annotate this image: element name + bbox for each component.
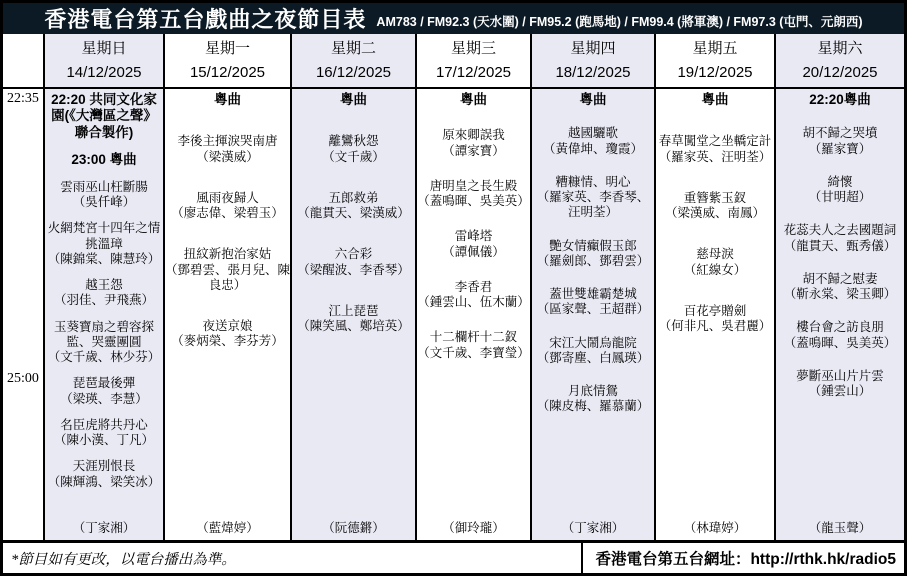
program-cast: （羅劍郎、鄧碧雲） — [536, 253, 650, 268]
presenter-name: （丁家湘） — [561, 520, 625, 535]
date-label: 18/12/2025 — [555, 63, 631, 81]
program-item — [532, 175, 654, 221]
program-title: 胡不歸之慰妻 — [802, 271, 878, 286]
program-cast: （龍貫天、梁漢威） — [297, 206, 410, 221]
slot-header: 粵曲 — [340, 92, 367, 107]
program-cast: （文千歲） — [322, 149, 385, 164]
time-column — [3, 89, 43, 540]
program-item — [656, 247, 774, 278]
weekday-label: 星期一 — [204, 40, 250, 58]
program-title: 離鸞秋怨 — [328, 134, 379, 149]
program-cast: （何非凡、吳君麗） — [658, 319, 772, 334]
program-cast: （靳永棠、梁玉卿） — [783, 287, 897, 302]
day-column-tuesday — [290, 89, 415, 540]
program-item — [165, 247, 290, 293]
program-item — [776, 126, 904, 157]
program-item — [45, 418, 163, 449]
program-cast: （龍貫天、甄秀儀） — [783, 238, 897, 253]
program-item — [776, 320, 904, 351]
program-title: 重簪紫玉釵 — [683, 190, 747, 205]
disclaimer-note: *節目如有更改，以電台播出為準。 — [11, 551, 236, 568]
program-title: 天涯別恨長 — [72, 459, 136, 474]
title-bar — [3, 3, 904, 34]
program-item — [532, 336, 654, 367]
footer-bar — [3, 540, 904, 573]
program-title: 火網梵宮十四年之情挑溫璋 — [47, 221, 161, 251]
program-cast: （蓋鳴暉、吳美英） — [417, 194, 530, 209]
program-item — [656, 191, 774, 222]
program-cast: （譚家寶） — [442, 143, 505, 158]
program-cast: （陳輝鴻、梁笑冰） — [47, 474, 161, 489]
presenter-name: （林瑋婷） — [683, 520, 747, 535]
program-title: 樓台會之訪良朋 — [796, 320, 884, 335]
program-title: 李香君 — [454, 279, 493, 294]
program-item — [417, 330, 530, 361]
program-title: 風雨夜歸人 — [196, 190, 259, 205]
day-column-sunday — [43, 89, 163, 540]
program-item — [165, 134, 290, 165]
program-item — [656, 134, 774, 165]
program-title: 糟糠情、明心 — [555, 174, 631, 189]
weekday-label: 星期三 — [450, 40, 496, 58]
date-label: 20/12/2025 — [802, 63, 878, 81]
date-label: 17/12/2025 — [435, 63, 512, 81]
program-item — [45, 180, 163, 211]
program-cast: （譚佩儀） — [442, 244, 505, 259]
program-cast: （廖志偉、梁碧玉） — [171, 206, 284, 221]
day-column-saturday — [774, 89, 904, 540]
program-title: 十二欄杆十二釵 — [429, 330, 518, 345]
program-cast: （麥炳榮、李芬芳） — [171, 334, 284, 349]
slot-header: 粵曲 — [214, 92, 241, 107]
program-item — [45, 376, 163, 407]
program-title: 胡不歸之哭墳 — [802, 126, 878, 141]
program-item — [417, 229, 530, 260]
program-cast: （鍾雲山、伍木蘭） — [417, 295, 530, 310]
presenter-name: （御玲瓏） — [442, 520, 505, 535]
program-item — [45, 221, 163, 267]
program-cast: （羽佳、尹飛燕） — [53, 293, 154, 308]
day-column-friday — [654, 89, 774, 540]
day-column-wednesday — [415, 89, 530, 540]
schedule-table — [3, 34, 904, 540]
program-item — [417, 179, 530, 210]
program-cast: （梁漢威） — [196, 149, 259, 164]
day-header-wednesday — [415, 34, 530, 89]
day-header-friday — [654, 34, 774, 89]
program-cast: （文千歲、李寶瑩） — [417, 345, 530, 360]
page-title: 香港電台第五台戲曲之夜節目表 — [44, 7, 367, 32]
program-title: 原來卿誤我 — [442, 128, 505, 143]
day-header-thursday — [530, 34, 654, 89]
day-header-monday — [163, 34, 290, 89]
program-cast: （鄧碧雲、張月兒、陳良忠） — [165, 262, 290, 292]
program-item — [292, 134, 415, 165]
program-cast: （吳仟峰） — [72, 195, 136, 210]
program-title: 名臣虎將共丹心 — [60, 417, 148, 432]
program-title: 月底情鴛 — [567, 384, 618, 399]
program-cast: （文千歲、林少芬） — [47, 350, 161, 365]
program-item — [417, 128, 530, 159]
program-item — [776, 223, 904, 254]
program-title: 扭紋新抱治家姑 — [183, 247, 272, 262]
program-title: 雲雨巫山枉斷腸 — [60, 179, 148, 194]
program-item — [45, 320, 163, 366]
weekday-label: 星期四 — [570, 40, 616, 58]
program-title: 越國驪歌 — [567, 126, 618, 141]
program-item — [165, 319, 290, 350]
program-cast: （羅家英、汪明荃） — [658, 149, 772, 164]
program-title: 越王怨 — [85, 278, 123, 293]
program-item — [532, 239, 654, 270]
program-title: 六合彩 — [334, 247, 373, 262]
program-cast: （鄧寄塵、白鳳瑛） — [536, 350, 650, 365]
slot-header: 粵曲 — [579, 92, 607, 107]
program-cast: （區家聲、王超群） — [536, 302, 650, 317]
program-cast: （陳皮梅、羅慕蘭） — [536, 399, 650, 414]
program-cast: （羅家寶） — [808, 141, 872, 156]
program-title: 春草闖堂之坐轎定計 — [658, 134, 772, 149]
frequency-list: AM783 / FM92.3 (天水圍) / FM95.2 (跑馬地) / FM99.4 (將軍澳) / FM97.3 (屯門、元朗西) — [376, 14, 863, 29]
program-title: 慈母淚 — [696, 247, 734, 262]
program-item — [776, 175, 904, 206]
presenter-name: （丁家湘） — [72, 520, 136, 535]
website-url: 香港電台第五台網址：http://rthk.hk/radio5 — [581, 543, 904, 573]
day-header-sunday — [43, 34, 163, 89]
day-header-tuesday — [290, 34, 415, 89]
program-cast: （梁醒波、李香琴） — [297, 262, 410, 277]
program-title: 雷峰塔 — [454, 229, 493, 244]
program-title: 唐明皇之長生殿 — [429, 178, 518, 193]
program-item — [45, 459, 163, 490]
program-item — [532, 384, 654, 415]
weekday-label: 星期六 — [817, 40, 863, 58]
program-title: 琵琶最後彈 — [72, 376, 136, 391]
program-item — [45, 278, 163, 309]
program-item — [165, 191, 290, 222]
program-cast: （陳小漢、丁凡） — [53, 433, 154, 448]
program-cast: （鍾雲山） — [808, 384, 872, 399]
program-item — [532, 287, 654, 318]
time-label-2500: 25:00 — [7, 371, 39, 386]
program-cast: （陳笑風、鄭培英） — [297, 319, 410, 334]
slot-header: 粵曲 — [460, 92, 487, 107]
program-item — [656, 304, 774, 335]
slot-header: 22:20 共同文化家園(《大灣區之聲》聯合製作) — [51, 92, 157, 140]
day-column-thursday — [530, 89, 654, 540]
program-title: 蓋世雙雄霸楚城 — [549, 287, 637, 302]
program-cast: （羅家英、李香琴、汪明荃） — [536, 190, 650, 220]
program-item — [776, 272, 904, 303]
program-title: 宋江大鬧烏龍院 — [549, 335, 637, 350]
date-label: 15/12/2025 — [189, 63, 266, 81]
program-item — [417, 280, 530, 311]
program-item — [292, 304, 415, 335]
date-label: 16/12/2025 — [315, 63, 392, 81]
program-title: 江上琵琶 — [328, 303, 379, 318]
day-column-monday — [163, 89, 290, 540]
slot-header: 粵曲 — [701, 92, 729, 107]
program-cast: （梁漢威、南鳳） — [664, 206, 765, 221]
program-item — [776, 369, 904, 400]
program-title: 李後主揮淚哭南唐 — [177, 134, 278, 149]
date-label: 19/12/2025 — [677, 63, 753, 81]
weekday-label: 星期五 — [692, 40, 738, 58]
program-item — [292, 247, 415, 278]
presenter-name: （龍玉聲） — [808, 520, 872, 535]
time-column-header — [3, 34, 43, 89]
program-cast: （梁瑛、李慧） — [60, 391, 148, 406]
program-cast: （陳錦棠、陳慧玲） — [47, 251, 161, 266]
program-item — [532, 126, 654, 157]
program-title: 艷女情癲假玉郎 — [549, 238, 637, 253]
program-title: 五郎救弟 — [328, 190, 379, 205]
slot-header: 23:00 粵曲 — [71, 152, 137, 168]
weekday-label: 星期二 — [330, 40, 376, 58]
program-cast: （甘明超） — [808, 190, 872, 205]
program-cast: （蓋鳴暉、吳美英） — [783, 335, 897, 350]
date-label: 14/12/2025 — [66, 63, 142, 81]
program-title: 夢斷巫山片片雲 — [796, 368, 884, 383]
program-item — [292, 191, 415, 222]
program-title: 夜送京娘 — [202, 319, 253, 334]
program-title: 花蕊夫人之去國題詞 — [783, 223, 897, 238]
program-cast: （黃偉坤、瓊霞） — [542, 141, 643, 156]
presenter-name: （阮德鏘） — [322, 520, 385, 535]
weekday-label: 星期日 — [81, 40, 127, 58]
program-title: 玉葵寶扇之碧容探監、哭靈團圓 — [53, 319, 154, 349]
time-label-2235: 22:35 — [7, 91, 39, 106]
program-title: 百花亭贈劍 — [683, 303, 747, 318]
program-title: 綺懷 — [827, 174, 853, 189]
day-header-saturday — [774, 34, 904, 89]
program-cast: （紅線女） — [683, 262, 747, 277]
presenter-name: （藍煒婷） — [196, 520, 259, 535]
slot-header: 22:20粵曲 — [809, 92, 871, 107]
